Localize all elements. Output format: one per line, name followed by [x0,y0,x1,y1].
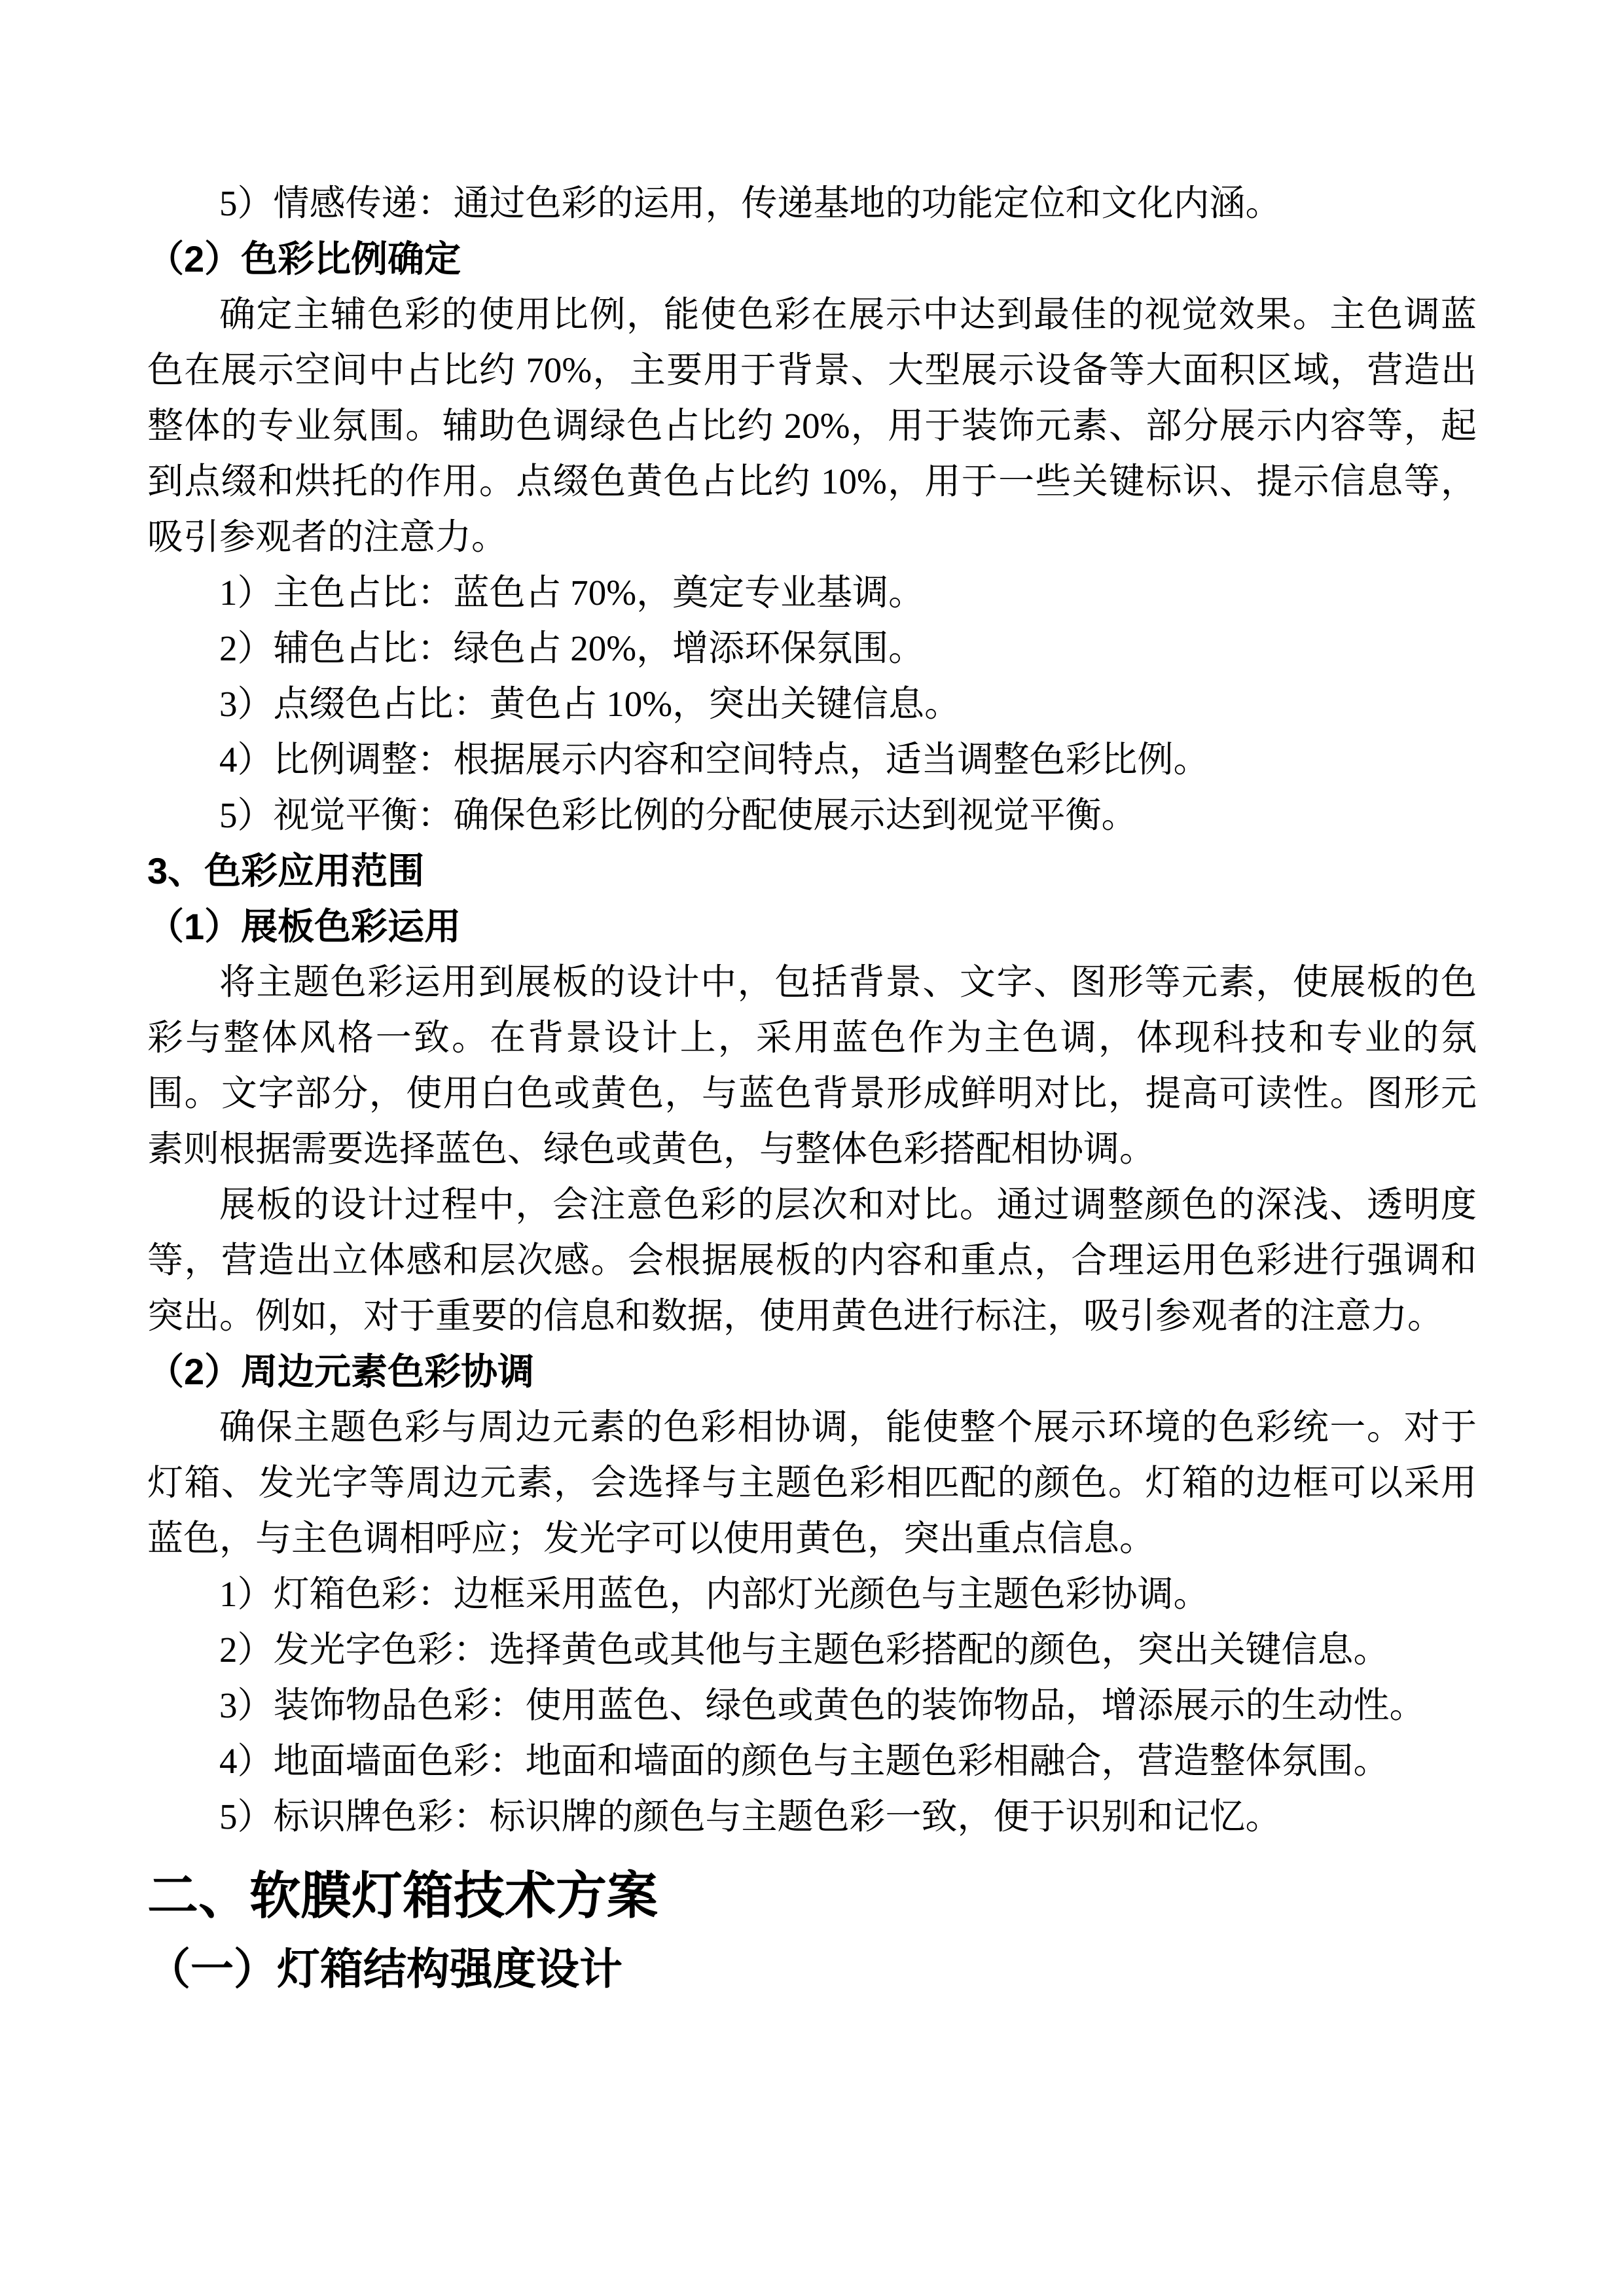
list-item: 5）情感传递：通过色彩的运用，传递基地的功能定位和文化内涵。 [219,183,1282,223]
subsection-heading: （2）色彩比例确定 [147,238,461,279]
chapter-heading: 二、软膜灯箱技术方案 [147,1867,659,1924]
list-item: 5）标识牌色彩：标识牌的颜色与主题色彩一致，便于识别和记忆。 [219,1797,1282,1837]
paragraph: 确保主题色彩与周边元素的色彩相协调，能使整个展示环境的色彩统一。对于灯箱、发光字等周边元素，会选择与主题色彩相匹配的颜色。灯箱的边框可以采用蓝色，与主色调相呼应；发光字可以使用黄色，突出重点信息。 [147,1407,1477,1558]
subsection-heading: （1）展板色彩运用 [147,906,461,947]
list-item: 5）视觉平衡：确保色彩比例的分配使展示达到视觉平衡。 [219,795,1138,835]
subsection-heading: （2）周边元素色彩协调 [147,1351,535,1392]
list-item: 3）点缀色占比：黄色占 10%，突出关键信息。 [219,684,961,724]
subsection-heading: 3、色彩应用范围 [147,850,425,891]
paragraph: 确定主辅色彩的使用比例，能使色彩在展示中达到最佳的视觉效果。主色调蓝色在展示空间中占比约 70%，主要用于背景、大型展示设备等大面积区域，营造出整体的专业氛围。辅助色调绿色占比约 20%，用于装饰元素、部分展示内容等，起到点缀和烘托的作用。点缀色黄色占比约 10%，用于一些关键标识、提示信息等，吸引参观者的注意力。 [147,295,1477,557]
paragraph: 将主题色彩运用到展板的设计中，包括背景、文字、图形等元素，使展板的色彩与整体风格一致。在背景设计上，采用蓝色作为主色调，体现科技和专业的氛围。文字部分，使用白色或黄色，与蓝色背景形成鲜明对比，提高可读性。图形元素则根据需要选择蓝色、绿色或黄色，与整体色彩搭配相协调。 [147,962,1477,1169]
list-item: 1）灯箱色彩：边框采用蓝色，内部灯光颜色与主题色彩协调。 [219,1574,1210,1614]
document-content [147,175,1477,2005]
section-heading: （一）灯箱结构强度设计 [147,1945,623,1993]
list-item: 1）主色占比：蓝色占 70%，奠定专业基调。 [219,573,925,613]
list-item: 2）辅色占比：绿色占 20%，增添环保氛围。 [219,628,925,668]
paragraph: 展板的设计过程中，会注意色彩的层次和对比。通过调整颜色的深浅、透明度等，营造出立体感和层次感。会根据展板的内容和重点，合理运用色彩进行强调和突出。例如，对于重要的信息和数据，使用黄色进行标注，吸引参观者的注意力。 [147,1185,1477,1336]
list-item: 2）发光字色彩：选择黄色或其他与主题色彩搭配的颜色，突出关键信息。 [219,1630,1390,1670]
list-item: 3）装饰物品色彩：使用蓝色、绿色或黄色的装饰物品，增添展示的生动性。 [219,1685,1426,1725]
list-item: 4）地面墙面色彩：地面和墙面的颜色与主题色彩相融合，营造整体氛围。 [219,1741,1390,1781]
list-item: 4）比例调整：根据展示内容和空间特点，适当调整色彩比例。 [219,740,1210,780]
